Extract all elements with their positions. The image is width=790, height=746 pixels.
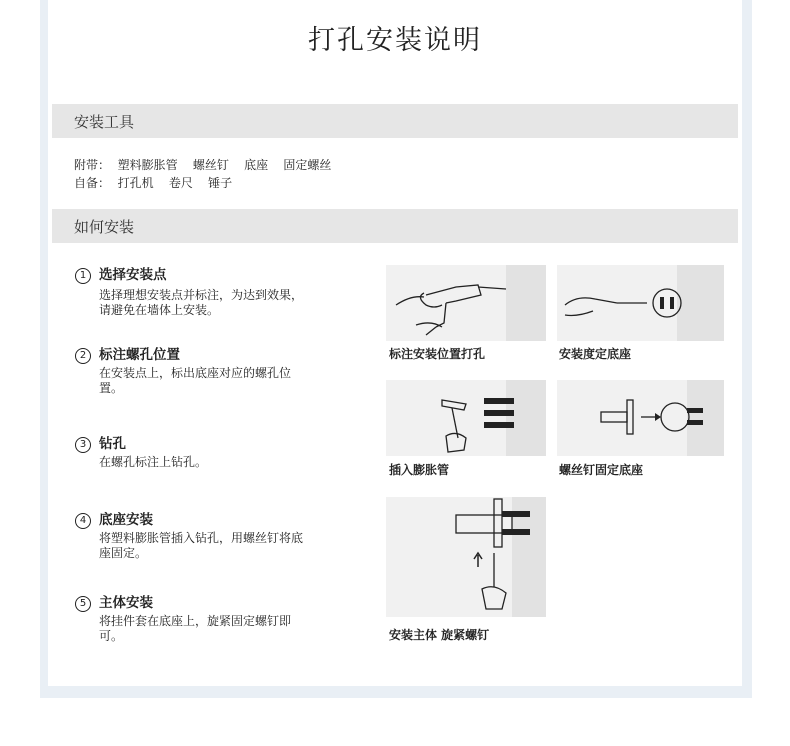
step-4-description: 将塑料膨胀管插入钻孔，用螺丝钉将底座固定。 bbox=[99, 531, 304, 560]
step-2-number: 2 bbox=[75, 348, 91, 364]
step-4-number: 4 bbox=[75, 513, 91, 529]
step-4-title: 底座安装 bbox=[99, 512, 153, 528]
body-tighten-icon bbox=[386, 497, 546, 617]
step-5-title: 主体安装 bbox=[99, 595, 153, 611]
how-section-header bbox=[52, 209, 738, 243]
drill-wall-icon bbox=[386, 265, 546, 341]
hammer-anchor-icon bbox=[386, 380, 546, 456]
step-2-title: 标注螺孔位置 bbox=[99, 347, 180, 363]
page-title: 打孔安装说明 bbox=[308, 25, 482, 56]
step-1-description: 选择理想安装点并标注，为达到效果，请避免在墙体上安装。 bbox=[99, 288, 304, 317]
caption-fix-base: 螺丝钉固定底座 bbox=[559, 463, 644, 477]
caption-base-position: 安装度定底座 bbox=[559, 347, 632, 361]
step-3-number: 3 bbox=[75, 437, 91, 453]
step-2-description: 在安装点上，标出底座对应的螺孔位置。 bbox=[99, 366, 292, 395]
attached-tools: 附带： 塑料膨胀管 螺丝钉 底座 固定螺丝 bbox=[74, 158, 332, 172]
step-5-description: 将挂件套在底座上，旋紧固定螺钉即可。 bbox=[99, 614, 292, 643]
tools-section-header bbox=[52, 104, 738, 138]
step-5-heading bbox=[75, 591, 153, 612]
step-2-heading bbox=[75, 343, 180, 364]
screwdriver-base-icon bbox=[557, 265, 724, 341]
step-3-title: 钻孔 bbox=[99, 436, 126, 452]
tools-section-title: 安装工具 bbox=[74, 113, 135, 131]
step-3-description: 在螺孔标注上钻孔。 bbox=[99, 455, 208, 469]
step-5-number: 5 bbox=[75, 596, 91, 612]
base-screw-icon bbox=[557, 380, 724, 456]
step-1-title: 选择安装点 bbox=[99, 267, 167, 283]
step-3-heading bbox=[75, 432, 126, 453]
step-1-heading bbox=[75, 263, 167, 284]
step-4-heading bbox=[75, 508, 153, 529]
caption-install-body: 安装主体 旋紧螺钉 bbox=[389, 628, 490, 642]
caption-insert-anchor: 插入膨胀管 bbox=[389, 463, 450, 477]
step-1-number: 1 bbox=[75, 268, 91, 284]
caption-drill: 标注安装位置打孔 bbox=[389, 347, 486, 361]
how-section-title: 如何安装 bbox=[74, 218, 135, 236]
self-provided-tools: 自备： 打孔机 卷尺 锤子 bbox=[74, 176, 233, 190]
